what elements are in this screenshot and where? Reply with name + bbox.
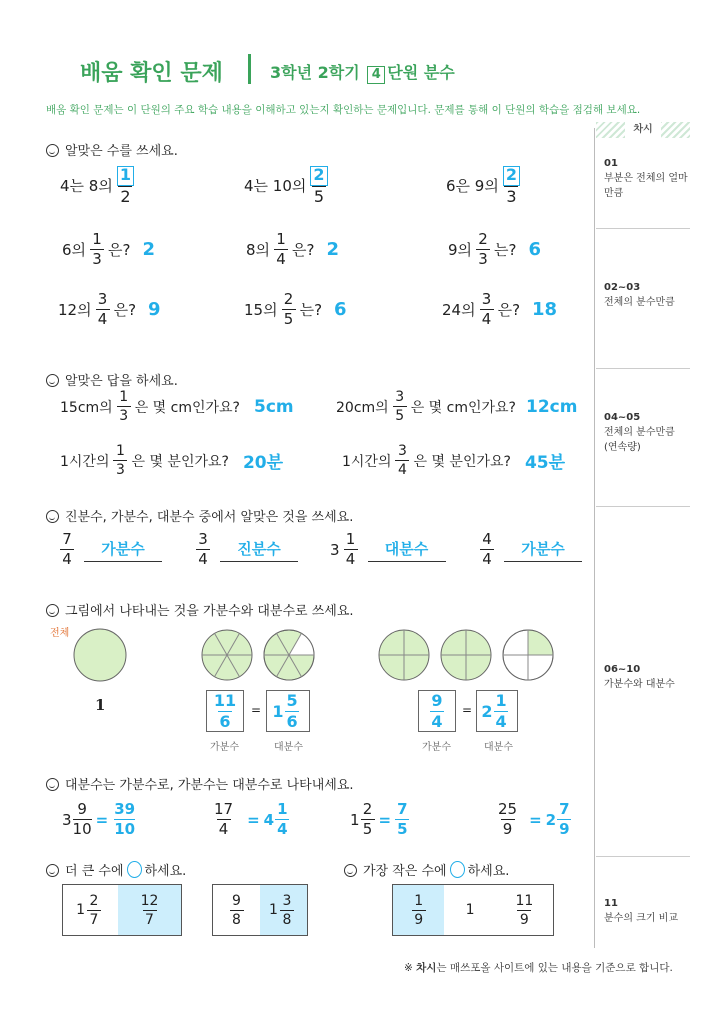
numerator: 1 xyxy=(276,230,286,248)
fraction xyxy=(503,166,520,205)
numerator: 11 xyxy=(515,892,534,909)
denominator: 4 xyxy=(395,460,409,477)
numerator: 39 xyxy=(114,800,136,818)
numerator: 11 xyxy=(213,690,237,710)
denominator: 4 xyxy=(277,820,288,838)
problem-3-3 xyxy=(330,532,446,567)
fraction xyxy=(361,802,375,837)
problem-text: 1시간의 xyxy=(342,453,392,470)
sidebar-item-text: 가분수와 대분수 xyxy=(604,679,675,690)
footnote-bold: 차시 xyxy=(416,962,437,974)
numerator: 25 xyxy=(498,800,518,818)
section-heading-text: 가장 작은 수에 xyxy=(363,864,447,879)
sidebar-item-num: 06~10 xyxy=(604,664,641,675)
compare-box-3 xyxy=(392,884,554,936)
smile-icon xyxy=(46,778,59,791)
section-4-heading xyxy=(46,600,354,619)
page-subtitle xyxy=(270,60,455,84)
answer: 대분수 xyxy=(368,538,446,562)
problem-2-1 xyxy=(60,390,294,423)
fraction xyxy=(513,894,535,927)
fraction xyxy=(274,232,288,267)
mixed-answer-box-2 xyxy=(476,690,518,732)
answer: 진분수 xyxy=(220,538,298,562)
denominator: 5 xyxy=(282,309,296,327)
numerator: 1 xyxy=(92,230,102,248)
fraction xyxy=(280,894,294,927)
problem-text: 4는 8의 xyxy=(60,177,113,195)
answer-fraction xyxy=(275,802,289,837)
subtitle-unit: 단원 분수 xyxy=(387,63,455,82)
problem-5-2 xyxy=(208,802,294,837)
improper-answer-box-2 xyxy=(418,690,456,732)
answer-numerator: 2 xyxy=(503,166,520,186)
section-heading-text: 하세요. xyxy=(144,864,187,879)
numerator: 3 xyxy=(395,389,405,405)
answer: 6 xyxy=(334,299,347,320)
fraction xyxy=(412,894,426,927)
section-heading-text: 대분수는 가분수로, 가분수는 대분수로 나타내세요. xyxy=(65,778,354,793)
problem-2-4 xyxy=(342,444,565,477)
numerator: 1 xyxy=(116,443,125,459)
denominator: 6 xyxy=(219,711,231,731)
problem-1-6 xyxy=(448,232,541,267)
equals-sign: = xyxy=(378,810,392,829)
sidebar-item-text: 전체의 분수만큼 (연속량) xyxy=(604,427,675,453)
problem-1-2 xyxy=(244,166,332,205)
numerator: 2 xyxy=(362,800,373,818)
circle-sixths-full xyxy=(202,630,252,680)
compare-cell xyxy=(444,885,495,935)
fraction xyxy=(476,232,490,267)
answer-fraction xyxy=(557,802,571,837)
numerator: 2 xyxy=(478,230,488,248)
numerator: 2 xyxy=(283,290,294,308)
problem-text: 12의 xyxy=(58,301,92,319)
fraction xyxy=(117,166,134,205)
footnote-text: 는 매쓰포올 사이트에 있는 내용을 기준으로 합니다. xyxy=(436,962,673,974)
denominator: 5 xyxy=(313,187,325,206)
numerator: 2 xyxy=(89,892,99,909)
compare-cell-selected xyxy=(260,885,307,935)
whole-number: 2 xyxy=(481,701,493,721)
denominator: 4 xyxy=(480,309,494,327)
fraction xyxy=(230,894,244,927)
sidebar-item-11 xyxy=(604,896,690,926)
fraction xyxy=(113,444,127,477)
denominator: 4 xyxy=(217,819,231,837)
compare-cell-selected xyxy=(393,885,444,935)
problem-text: 24의 xyxy=(442,301,476,319)
denominator: 5 xyxy=(393,406,407,423)
fraction xyxy=(117,390,131,423)
sidebar-item-01 xyxy=(604,156,690,201)
whole-number: 1 xyxy=(272,701,284,721)
improper-label: 가분수 xyxy=(210,742,239,753)
fraction xyxy=(212,802,235,837)
sidebar-line xyxy=(596,228,690,229)
problem-2-3 xyxy=(60,444,283,477)
whole-number: 1 xyxy=(269,902,278,918)
problem-1-1 xyxy=(60,166,138,205)
fraction xyxy=(196,532,210,567)
denominator: 4 xyxy=(274,249,288,267)
numerator: 1 xyxy=(495,690,507,710)
numerator: 9 xyxy=(232,892,241,909)
fraction xyxy=(282,292,296,327)
circle-mark-icon xyxy=(127,861,142,878)
intro-text: 배움 확인 문제는 이 단원의 주요 학습 내용을 이해하고 있는지 확인하는 문제입니다. 문제를 통해 이 단원의 학습을 점검해 보세요. xyxy=(46,104,641,116)
section-heading-text: 그림에서 나타내는 것을 가분수와 대분수로 쓰세요. xyxy=(65,604,354,619)
subtitle-grade: 3학년 2학기 xyxy=(270,63,360,82)
compare-cell xyxy=(213,885,260,935)
problem-text: 은? xyxy=(292,241,315,259)
problem-1-3 xyxy=(446,166,524,205)
numerator: 1 xyxy=(414,892,424,909)
problem-text: 은 몇 cm인가요? xyxy=(410,399,516,416)
problem-5-1 xyxy=(62,802,141,837)
denominator: 4 xyxy=(480,549,494,567)
sidebar-item-num: 11 xyxy=(604,898,618,909)
whole-number: 1 xyxy=(465,902,475,918)
problem-text: 1시간의 xyxy=(60,453,110,470)
equals-sign: = xyxy=(95,810,109,829)
circle-quarters-partial xyxy=(503,630,553,680)
numerator: 17 xyxy=(214,800,234,818)
smile-icon xyxy=(46,604,59,617)
whole-number: 1 xyxy=(76,902,85,918)
answer: 9 xyxy=(148,299,161,320)
answer: 2 xyxy=(142,239,156,260)
numerator: 1 xyxy=(119,389,129,405)
smile-icon xyxy=(46,864,59,877)
problem-text: 은? xyxy=(497,301,521,319)
compare-cell-selected xyxy=(118,885,181,935)
fraction xyxy=(96,292,110,327)
denominator: 9 xyxy=(517,910,531,927)
whole-circle xyxy=(74,629,126,681)
problem-3-4 xyxy=(476,532,582,567)
section-heading-text: 알맞은 답을 하세요. xyxy=(65,374,178,389)
fraction xyxy=(212,690,238,731)
section-3-heading xyxy=(46,506,353,525)
improper-answer-box-1 xyxy=(206,690,244,732)
problem-text: 는? xyxy=(299,301,323,319)
whole-number: 4 xyxy=(263,810,275,829)
denominator: 8 xyxy=(230,910,244,927)
section-heading-text: 알맞은 수를 쓰세요. xyxy=(65,144,178,159)
fraction xyxy=(393,390,407,423)
compare-cell xyxy=(63,885,118,935)
problem-1-5 xyxy=(246,232,339,267)
denominator: 9 xyxy=(501,819,515,837)
whole-one: 1 xyxy=(95,696,106,714)
numerator: 3 xyxy=(198,530,208,548)
sidebar-divider xyxy=(594,128,595,948)
improper-label: 가분수 xyxy=(422,742,451,753)
problem-3-2 xyxy=(192,532,298,567)
sidebar-item-text: 전체의 분수만큼 xyxy=(604,297,675,308)
problem-text: 9의 xyxy=(448,241,473,259)
numerator: 3 xyxy=(398,443,407,459)
sidebar-item-num: 04~05 xyxy=(604,412,641,423)
sidebar-line xyxy=(596,506,690,507)
fraction xyxy=(73,802,92,837)
whole-label: 전체 xyxy=(50,628,70,639)
denominator: 4 xyxy=(495,711,507,731)
denominator: 7 xyxy=(87,910,101,927)
whole-number: 3 xyxy=(62,810,72,829)
compare-cell xyxy=(496,885,553,935)
problem-5-4 xyxy=(492,802,576,837)
numerator: 12 xyxy=(140,892,159,909)
fraction xyxy=(494,690,509,731)
numerator: 7 xyxy=(62,530,72,548)
fraction xyxy=(90,232,104,267)
smile-icon xyxy=(46,374,59,387)
smile-icon xyxy=(46,510,59,523)
answer: 가분수 xyxy=(84,538,162,562)
answer: 20분 xyxy=(242,453,284,473)
unit-number-box: 4 xyxy=(367,66,385,84)
section-heading-text: 진분수, 가분수, 대분수 중에서 알맞은 것을 쓰세요. xyxy=(65,510,354,525)
answer: 45분 xyxy=(524,453,566,473)
numerator: 5 xyxy=(286,690,298,710)
equals-sign: = xyxy=(462,703,473,717)
fraction xyxy=(395,444,409,477)
numerator: 1 xyxy=(345,530,356,548)
denominator: 3 xyxy=(90,249,104,267)
numerator: 1 xyxy=(277,800,288,818)
denominator: 3 xyxy=(476,249,490,267)
mixed-label: 대분수 xyxy=(484,742,513,753)
page-title: 배움 확인 문제 xyxy=(80,61,223,86)
problem-1-9 xyxy=(442,292,557,327)
numerator: 7 xyxy=(559,800,570,818)
problem-text: 6의 xyxy=(62,241,87,259)
sidebar-heading-label: 차시 xyxy=(625,122,661,138)
sidebar-item-06-10 xyxy=(604,662,690,692)
numerator: 7 xyxy=(397,800,408,818)
equals-sign: = xyxy=(247,810,260,829)
section-6-heading xyxy=(46,860,186,879)
problem-text: 15cm의 xyxy=(60,399,113,416)
denominator: 3 xyxy=(506,187,517,206)
fraction xyxy=(496,802,519,837)
denominator: 5 xyxy=(397,820,408,838)
answer: 12cm xyxy=(525,396,578,417)
fraction xyxy=(480,532,494,567)
denominator: 4 xyxy=(96,309,110,327)
compare-box-1 xyxy=(62,884,182,936)
problem-1-7 xyxy=(58,292,161,327)
sidebar-line xyxy=(596,368,690,369)
problem-text: 은? xyxy=(113,301,137,319)
answer-fraction xyxy=(395,802,409,837)
fraction xyxy=(139,894,161,927)
answer: 가분수 xyxy=(504,538,582,562)
problem-text: 은 몇 cm인가요? xyxy=(134,399,240,416)
fraction xyxy=(480,292,494,327)
numerator: 3 xyxy=(481,290,492,308)
mixed-answer-box-1 xyxy=(266,690,310,732)
fraction xyxy=(344,532,358,567)
sidebar-item-02-03 xyxy=(604,280,690,310)
fraction-circles xyxy=(40,620,580,690)
problem-2-2 xyxy=(336,390,577,423)
footnote xyxy=(404,960,673,975)
footnote-mark: ※ xyxy=(404,962,413,974)
problem-text: 8의 xyxy=(246,241,271,259)
section-5-heading xyxy=(46,774,354,793)
fraction xyxy=(87,894,101,927)
section-1-heading xyxy=(46,140,178,159)
sidebar-item-text: 분수의 크기 비교 xyxy=(604,913,678,924)
section-heading-text: 하세요. xyxy=(467,864,510,879)
denominator: 3 xyxy=(113,460,127,477)
numerator: 4 xyxy=(482,530,492,548)
denominator: 4 xyxy=(431,711,443,731)
circle-sixths-partial xyxy=(264,630,314,680)
answer: 6 xyxy=(528,239,542,260)
circle-quarters-full-2 xyxy=(441,630,491,680)
numerator: 3 xyxy=(282,892,292,909)
sidebar-item-num: 01 xyxy=(604,158,618,169)
answer-numerator: 2 xyxy=(310,166,327,186)
numerator: 3 xyxy=(97,290,108,308)
section-2-heading xyxy=(46,370,178,389)
section-heading-text: 더 큰 수에 xyxy=(65,864,124,879)
fraction xyxy=(60,532,74,567)
title-divider xyxy=(248,54,251,84)
circle-quarters-full-1 xyxy=(379,630,429,680)
problem-text: 은 몇 분인가요? xyxy=(413,453,511,470)
denominator: 3 xyxy=(117,406,131,423)
fraction xyxy=(310,166,327,205)
answer-fraction xyxy=(112,802,137,837)
sidebar-item-num: 02~03 xyxy=(604,282,641,293)
smile-icon xyxy=(46,144,59,157)
problem-text: 은 몇 분인가요? xyxy=(131,453,229,470)
denominator: 6 xyxy=(286,711,298,731)
whole-number: 2 xyxy=(545,810,557,829)
problem-text: 6은 9의 xyxy=(446,177,499,195)
numerator: 9 xyxy=(77,800,87,818)
denominator: 2 xyxy=(120,187,131,206)
problem-1-8 xyxy=(244,292,347,327)
sidebar-item-text: 부분은 전체의 얼마만큼 xyxy=(604,173,688,199)
compare-box-2 xyxy=(212,884,308,936)
denominator: 4 xyxy=(60,549,74,567)
answer-numerator: 1 xyxy=(117,166,134,186)
fraction xyxy=(429,690,444,731)
denominator: 4 xyxy=(344,549,358,567)
numerator: 9 xyxy=(431,690,443,710)
denominator: 5 xyxy=(361,819,375,837)
problem-3-1 xyxy=(56,532,162,567)
equals-sign: = xyxy=(529,810,542,829)
sidebar-item-04-05 xyxy=(604,410,690,455)
denominator: 10 xyxy=(72,820,92,838)
answer: 18 xyxy=(532,299,558,320)
fraction xyxy=(285,690,300,731)
equals-sign: = xyxy=(251,703,262,717)
problem-text: 20cm의 xyxy=(336,399,389,416)
mixed-label: 대분수 xyxy=(274,742,303,753)
answer: 5cm xyxy=(253,396,294,417)
denominator: 9 xyxy=(412,910,426,927)
section-7-heading xyxy=(344,860,509,879)
problem-text: 는? xyxy=(494,241,517,259)
problem-text: 4는 10의 xyxy=(244,177,307,195)
sidebar-line xyxy=(596,856,690,857)
circle-mark-icon xyxy=(450,861,465,878)
problem-text: 은? xyxy=(108,241,131,259)
problem-5-3 xyxy=(350,802,414,837)
denominator: 9 xyxy=(559,820,570,838)
smile-icon xyxy=(344,864,357,877)
denominator: 7 xyxy=(143,910,157,927)
denominator: 4 xyxy=(196,549,210,567)
denominator: 10 xyxy=(114,820,136,838)
whole-number: 3 xyxy=(330,540,340,559)
answer: 2 xyxy=(326,239,340,260)
whole-number: 1 xyxy=(350,810,360,829)
denominator: 8 xyxy=(280,910,294,927)
problem-text: 15의 xyxy=(244,301,278,319)
sidebar-heading xyxy=(596,122,690,138)
problem-1-4 xyxy=(62,232,155,267)
